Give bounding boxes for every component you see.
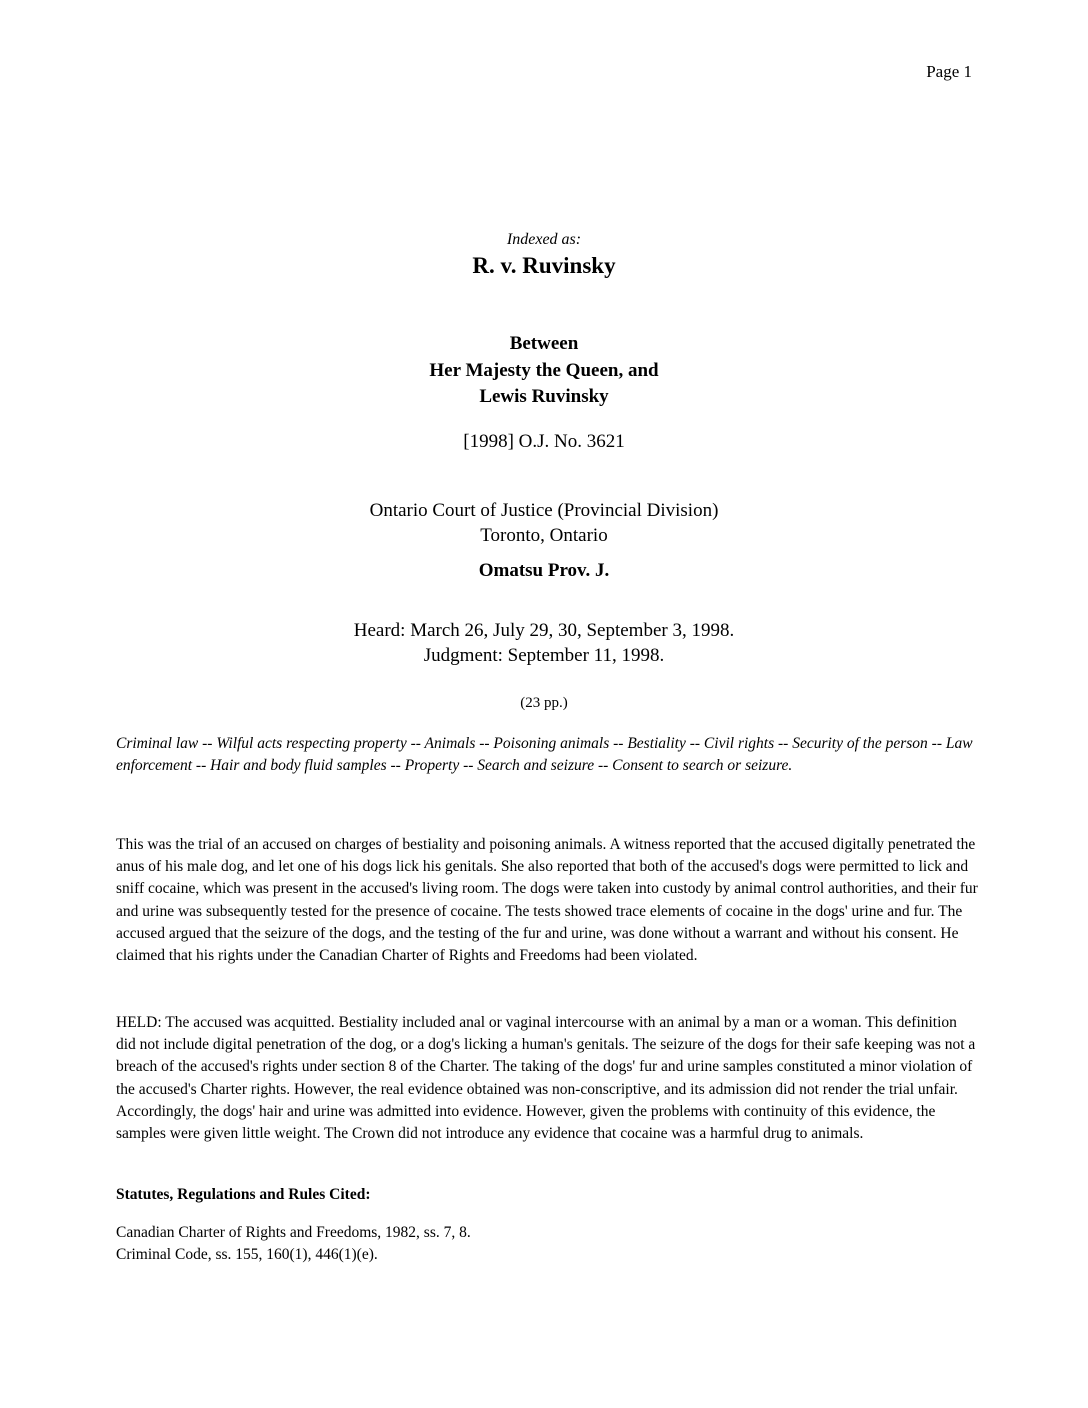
court-name: Ontario Court of Justice (Provincial Division) xyxy=(369,500,719,521)
parties-block xyxy=(0,331,1088,411)
dates-block xyxy=(0,618,1088,668)
case-citation: [1998] O.J. No. 3621 xyxy=(463,431,625,452)
statute-item: Canadian Charter of Rights and Freedoms, 1982, ss. 7, 8. xyxy=(116,1224,471,1241)
held-paragraph: HELD: The accused was acquitted. Bestiality included anal or vaginal intercourse with an animal by a man or a woman. This definition did not include digital penetration of the dog, or a dog's licking a human's genitals. The seizure of the dogs for their safe keeping was not a breach of the accused's rights under section 8 of the Charter. The taking of the dogs' fur and urine samples constituted a minor violation of the accused's Charter rights. However, the real evidence obtained was non-conscriptive, and its admission did not render the trial unfair. Accordingly, the dogs' hair and urine was admitted into evidence. However, given the problems with continuity of this evidence, the samples were given little weight. The Crown did not introduce any evidence that cocaine was a harmful drug to animals. xyxy=(116,1014,976,1143)
statute-list xyxy=(116,1222,978,1266)
statute-item: Criminal Code, ss. 155, 160(1), 446(1)(e). xyxy=(116,1246,378,1264)
summary-paragraph: This was the trial of an accused on charges of bestiality and poisoning animals. A witness reported that the accused digitally penetrated the anus of his male dog, and let one of his dogs lick his genitals. She also reported that both of the accused's dogs were permitted to lick and sniff cocaine, which was present in the accused's living room. The dogs were taken into custody by animal control authorities, and their fur and urine was subsequently tested for the presence of cocaine. The tests showed trace elements of cocaine in the dogs' urine and fur. The accused argued that the seizure of the dogs, and the testing of the fur and urine, was done without a warrant and without his consent. He claimed that his rights under the Canadian Charter of Rights and Freedoms had been violated. xyxy=(116,836,978,965)
judge-name: Omatsu Prov. J. xyxy=(478,560,610,581)
court-location: Toronto, Ontario xyxy=(480,525,608,546)
page-count: (23 pp.) xyxy=(520,695,568,711)
party-crown: Her Majesty the Queen, and xyxy=(429,359,659,381)
case-title: R. v. Ruvinsky xyxy=(472,253,616,278)
judgment-date: Judgment: September 11, 1998. xyxy=(423,645,665,666)
party-accused: Lewis Ruvinsky xyxy=(479,386,609,407)
catchwords-paragraph: Criminal law -- Wilful acts respecting property -- Animals -- Poisoning animals -- Bestiality -- Civil rights -- Security of the person -- Law enforcement -- Hair and body fluid samples -- Property -- Search and seizure -- Consent to search or seizure. xyxy=(116,735,973,775)
court-block xyxy=(0,498,1088,548)
parties-between: Between xyxy=(509,333,579,354)
heard-dates: Heard: March 26, July 29, 30, September 3, 1998. xyxy=(353,620,735,641)
indexed-as-label: Indexed as: xyxy=(506,231,582,248)
page-number: Page 1 xyxy=(926,62,972,81)
statutes-heading: Statutes, Regulations and Rules Cited: xyxy=(116,1186,371,1203)
